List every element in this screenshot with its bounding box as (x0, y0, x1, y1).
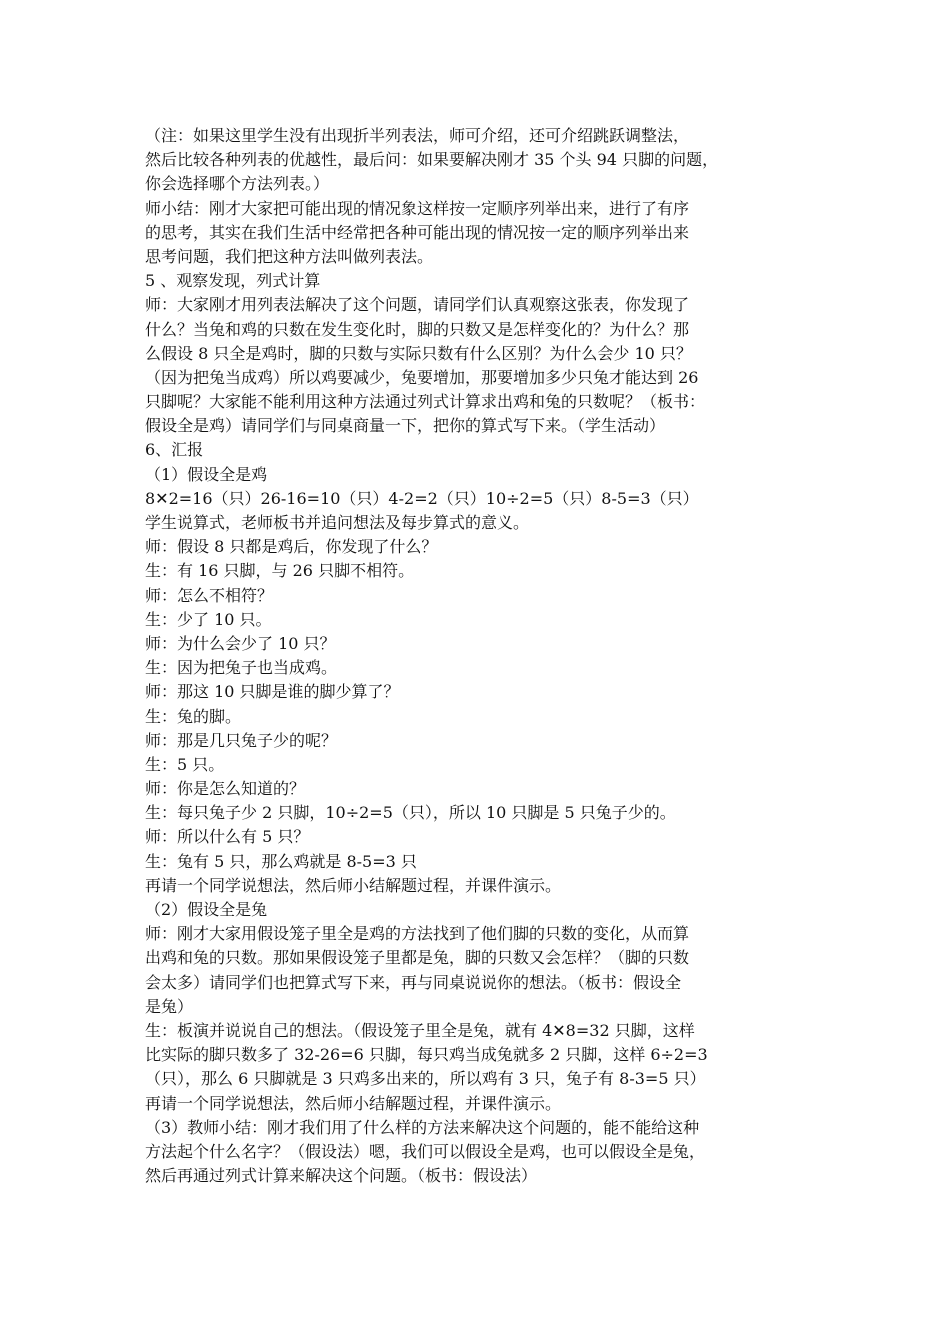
text-line: 的思考，其实在我们生活中经常把各种可能出现的情况按一定的顺序列举出来 (145, 222, 690, 242)
text-line: （1）假设全是鸡 (145, 464, 268, 484)
text-line: （3）教师小结：刚才我们用了什么样的方法来解决这个问题的，能不能给这种 (145, 1117, 700, 1137)
text-line: 师：为什么会少了 10 只？ (145, 633, 336, 653)
text-line: 师：那这 10 只脚是谁的脚少算了？ (145, 682, 400, 702)
text-line: 出鸡和兔的只数。那如果假设笼子里都是兔，脚的只数又会怎样？（脚的只数 (145, 948, 690, 968)
text-line: 学生说算式，老师板书并追问想法及每步算式的意义。 (145, 513, 530, 532)
text-line: 5 、观察发现，列式计算 (145, 271, 321, 291)
text-line: 生：有 16 只脚，与 26 只脚不相符。 (145, 561, 415, 581)
text-line: 再请一个同学说想法，然后师小结解题过程，并课件演示。 (145, 875, 562, 895)
text-line: 只脚呢？大家能不能利用这种方法通过列式计算求出鸡和兔的只数呢？（板书： (145, 392, 706, 412)
text-line: （注：如果这里学生没有出现折半列表法，师可介绍，还可介绍跳跃调整法， (145, 126, 690, 145)
text-line: 师：大家刚才用列表法解决了这个问题，请同学们认真观察这张表，你发现了 (145, 295, 690, 315)
text-line: 思考问题，我们把这种方法叫做列表法。 (145, 246, 434, 266)
text-line: 生：少了 10 只。 (145, 609, 272, 629)
text-line: 然后比较各种列表的优越性，最后问：如果要解决刚才 35 个头 94 只脚的问题， (145, 150, 719, 170)
text-line: 假设全是鸡）请同学们与同桌商量一下，把你的算式写下来。（学生活动） (145, 416, 666, 436)
text-line: 8✕2=16（只）26-16=10（只）4-2=2（只）10÷2=5（只）8-5=3（只） (145, 488, 699, 508)
text-line: 师：你是怎么知道的？ (145, 779, 306, 799)
text-line: 生：兔的脚。 (145, 706, 242, 726)
text-line: 生：5 只。 (145, 754, 225, 774)
text-line: 师：怎么不相符？ (145, 585, 274, 605)
text-line: 方法起个什么名字？（假设法）嗯，我们可以假设全是鸡，也可以假设全是兔， (145, 1141, 706, 1161)
text-line: 生：每只兔子少 2 只脚，10÷2=5（只），所以 10 只脚是 5 只兔子少的。 (145, 803, 676, 823)
text-line: 生：板演并说说自己的想法。（假设笼子里全是兔，就有 4✕8=32 只脚，这样 (145, 1020, 695, 1040)
text-line: 生：兔有 5 只，那么鸡就是 8-5=3 只 (145, 851, 417, 871)
text-line: 师：所以什么有 5 只？ (145, 827, 310, 847)
text-line: 你会选择哪个方法列表。） (145, 174, 330, 194)
text-line: 6、汇报 (145, 440, 204, 460)
text-line: （只），那么 6 只脚就是 3 只鸡多出来的，所以鸡有 3 只，兔子有 8-3=5 只） (145, 1069, 706, 1089)
text-line: 师小结：刚才大家把可能出现的情况象这样按一定顺序列举出来，进行了有序 (145, 198, 690, 218)
text-line: 师：那是几只兔子少的呢？ (145, 730, 338, 750)
text-line: 师：刚才大家用假设笼子里全是鸡的方法找到了他们脚的只数的变化，从而算 (145, 924, 690, 944)
text-line: 什么？当兔和鸡的只数在发生变化时，脚的只数又是怎样变化的？为什么？那 (145, 319, 690, 339)
text-line: 然后再通过列式计算来解决这个问题。（板书：假设法） (145, 1166, 538, 1186)
text-line: 生：因为把兔子也当成鸡。 (145, 658, 338, 678)
text-line: 么假设 8 只全是鸡时，脚的只数与实际只数有什么区别？为什么会少 10 只？ (145, 343, 692, 363)
document-page (145, 124, 815, 1188)
text-line: 会太多）请同学们也把算式写下来，再与同桌说说你的想法。（板书：假设全 (145, 972, 682, 992)
text-line: （2）假设全是兔 (145, 900, 268, 919)
text-line: 比实际的脚只数多了 32-26=6 只脚，每只鸡当成兔就多 2 只脚，这样 6÷2=3 (145, 1045, 708, 1065)
text-line: 师：假设 8 只都是鸡后，你发现了什么？ (145, 537, 438, 557)
text-line: 是兔） (145, 996, 194, 1016)
text-line: （因为把兔当成鸡）所以鸡要减少，兔要增加，那要增加多少只兔才能达到 26 (145, 367, 699, 387)
text-line: 再请一个同学说想法，然后师小结解题过程，并课件演示。 (145, 1093, 562, 1113)
